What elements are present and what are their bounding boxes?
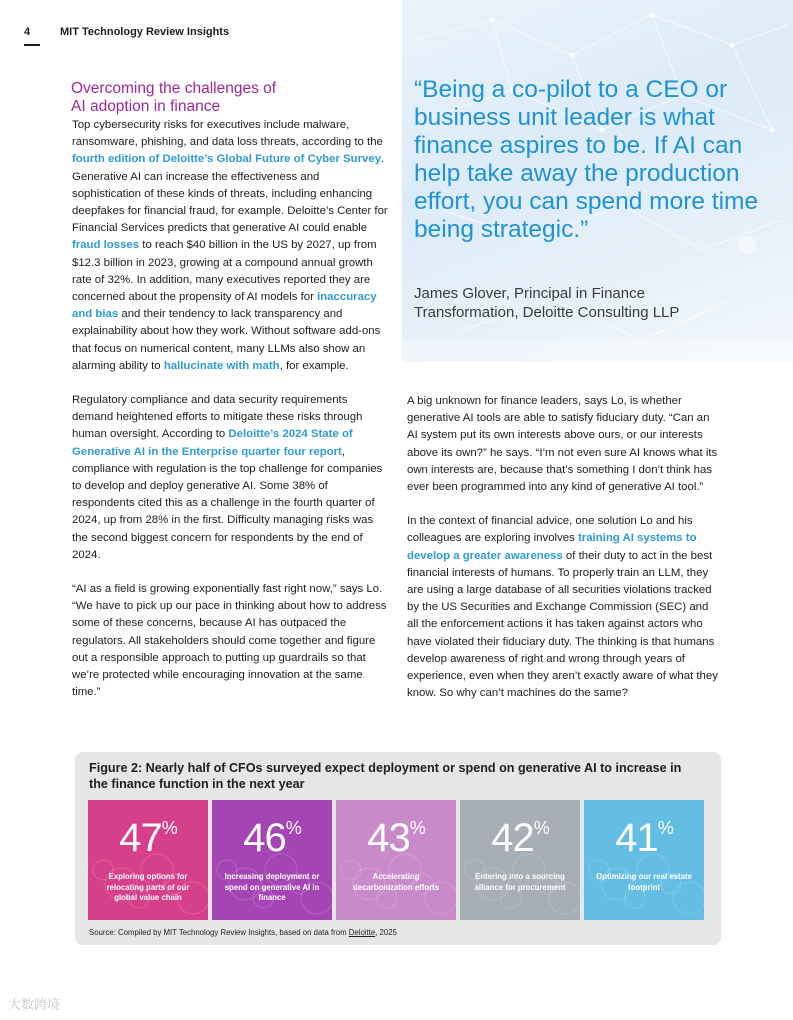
source-link[interactable]: Deloitte <box>348 928 376 937</box>
stat-unit: % <box>285 818 301 838</box>
left-paragraph-2 <box>72 392 390 564</box>
stat-unit: % <box>161 818 177 838</box>
stat-label: Entering into a sourcing alliance for procurement <box>474 872 566 892</box>
inline-link[interactable]: inaccuracy and bias <box>72 291 377 321</box>
section-heading-line1: Overcoming the challenges of <box>71 80 277 97</box>
stat-tile <box>212 800 332 920</box>
stat-label: Accelerating decarbonization efforts <box>352 872 440 892</box>
text-run: of their duty to act in the best financial interests of humans. To properly train an LLM, they are using a large database of all securities violations tracked by the US Securities and Exchange Commission (SEC) and all the enforcement actions it has taken against actors who have violated their fiduciary duty. The thinking is that humans develop awareness of right and wrong through years of experience, even when they aren’t exactly aware of what they know. So why can’t machines do the same? <box>407 549 718 700</box>
pull-quote: “Being a co-pilot to a CEO or business unit leader is what finance aspires to be. If AI can help take away the production effort, you can spend more time being strategic.” <box>414 76 759 243</box>
stat-tile <box>336 800 456 920</box>
text-run: “AI as a field is growing exponentially fast right now,” says Lo. “We have to pick up our pace in thinking about how to address some of these concerns, because AI has outpaced the regulators. All stakeholders should come together and figure out a responsible approach to putting up guardrails so that we’re protected while encouraging innovation at the same time.” <box>72 583 387 699</box>
stat-unit: % <box>533 818 549 838</box>
source-suffix: , 2025 <box>375 928 397 937</box>
text-run: Regulatory compliance and data security requirements demand heightened efforts to mitigate these risks through human oversight. According to <box>72 394 363 441</box>
section-heading-line2: AI adoption in finance <box>71 98 221 115</box>
stat-tile <box>460 800 580 920</box>
stat-tile <box>88 800 208 920</box>
figure-2 <box>75 752 721 945</box>
figure-source <box>89 928 397 937</box>
text-run: A big unknown for finance leaders, says Lo, is whether generative AI tools are able to satisfy fiduciary duty. “Can an AI system put its own interests above ours, or our interests above its own?” he says. “I’m not even sure AI knows what its own interests are, because that’s something I don’t think has ever been programmed into any kind of generative AI tool.” <box>407 395 718 494</box>
text-run: , for example. <box>279 359 349 372</box>
right-column <box>407 393 719 719</box>
stat-label: Exploring options for relocating parts of our global value chain <box>106 872 190 902</box>
text-run: and their tendency to lack transparency and explainability about how they work. Without software add-ons that focus on numerical content, many LLMs also show an alarming ability to <box>72 308 381 372</box>
text-run: , compliance with regulation is the top challenge for companies to develop and deploy generative AI. Some 38% of respondents cited this as a challenge in the fourth quarter of 2024, up from 28% in the first. Difficulty managing risks was the second biggest concern for respondents by the end of 2024. <box>72 445 383 561</box>
watermark-logo: 大数跨境 <box>8 997 61 1012</box>
stat-value <box>88 816 208 861</box>
stat-label: Optimizing our real estate footprint <box>596 872 692 892</box>
quote-attribution-line2: Transformation, Deloitte Consulting LLP <box>414 304 680 321</box>
stat-number: 42 <box>491 816 534 860</box>
left-paragraph-3 <box>72 581 390 701</box>
quote-attribution <box>414 284 774 322</box>
brand-name: MIT Technology Review Insights <box>60 26 230 38</box>
text-run: . Generative AI can increase the effectiveness and sophistication of these kinds of threats, including enhancing deepfakes for financial fraud, for example. Deloitte’s Center for Financial Services predicts that generative AI could enable <box>72 153 388 235</box>
stat-tile <box>584 800 704 920</box>
right-paragraph-2 <box>407 513 719 702</box>
stat-number: 47 <box>119 816 162 860</box>
stat-label: Increasing deployment or spend on generative AI in finance <box>224 872 320 902</box>
inline-link[interactable]: hallucinate with math <box>163 359 280 372</box>
stat-number: 41 <box>615 816 658 860</box>
inline-link[interactable]: training AI systems to develop a greater awareness <box>407 532 697 562</box>
stat-value <box>584 816 704 861</box>
text-run: to reach $40 billion in the US by 2027, up from $12.3 billion in 2023, growing at a compound annual growth rate of 32%. In addition, many executives reported they are concerned about the propensity of AI models for <box>72 239 377 304</box>
figure-title: Figure 2: Nearly half of CFOs surveyed expect deployment or spend on generative AI to increase in the finance function in the next year <box>89 761 682 791</box>
section-heading <box>71 80 371 116</box>
inline-link[interactable]: fraud losses <box>72 239 140 252</box>
stat-number: 43 <box>367 816 410 860</box>
text-run: Top cybersecurity risks for executives include malware, ransomware, phishing, and data loss threats, according to the <box>72 119 383 149</box>
stat-unit: % <box>409 818 425 838</box>
quote-panel <box>402 0 793 362</box>
stat-unit: % <box>657 818 673 838</box>
source-prefix: Source: Compiled by MIT Technology Review Insights, based on data from <box>89 928 349 937</box>
page-number-underline <box>24 44 40 46</box>
stat-value <box>212 816 332 861</box>
inline-link[interactable]: fourth edition of Deloitte’s Global Future of Cyber Survey <box>72 153 382 166</box>
left-column <box>72 117 390 719</box>
left-paragraph-1 <box>72 117 390 375</box>
page-number: 4 <box>24 26 31 38</box>
stat-number: 46 <box>243 816 286 860</box>
right-paragraph-1 <box>407 393 719 496</box>
stat-value <box>336 816 456 861</box>
inline-link[interactable]: Deloitte’s 2024 State of Generative AI in the Enterprise quarter four report <box>72 428 353 458</box>
quote-attribution-line1: James Glover, Principal in Finance <box>414 285 645 302</box>
text-run: In the context of financial advice, one solution Lo and his colleagues are exploring involves <box>407 515 693 545</box>
stat-value <box>460 816 580 861</box>
